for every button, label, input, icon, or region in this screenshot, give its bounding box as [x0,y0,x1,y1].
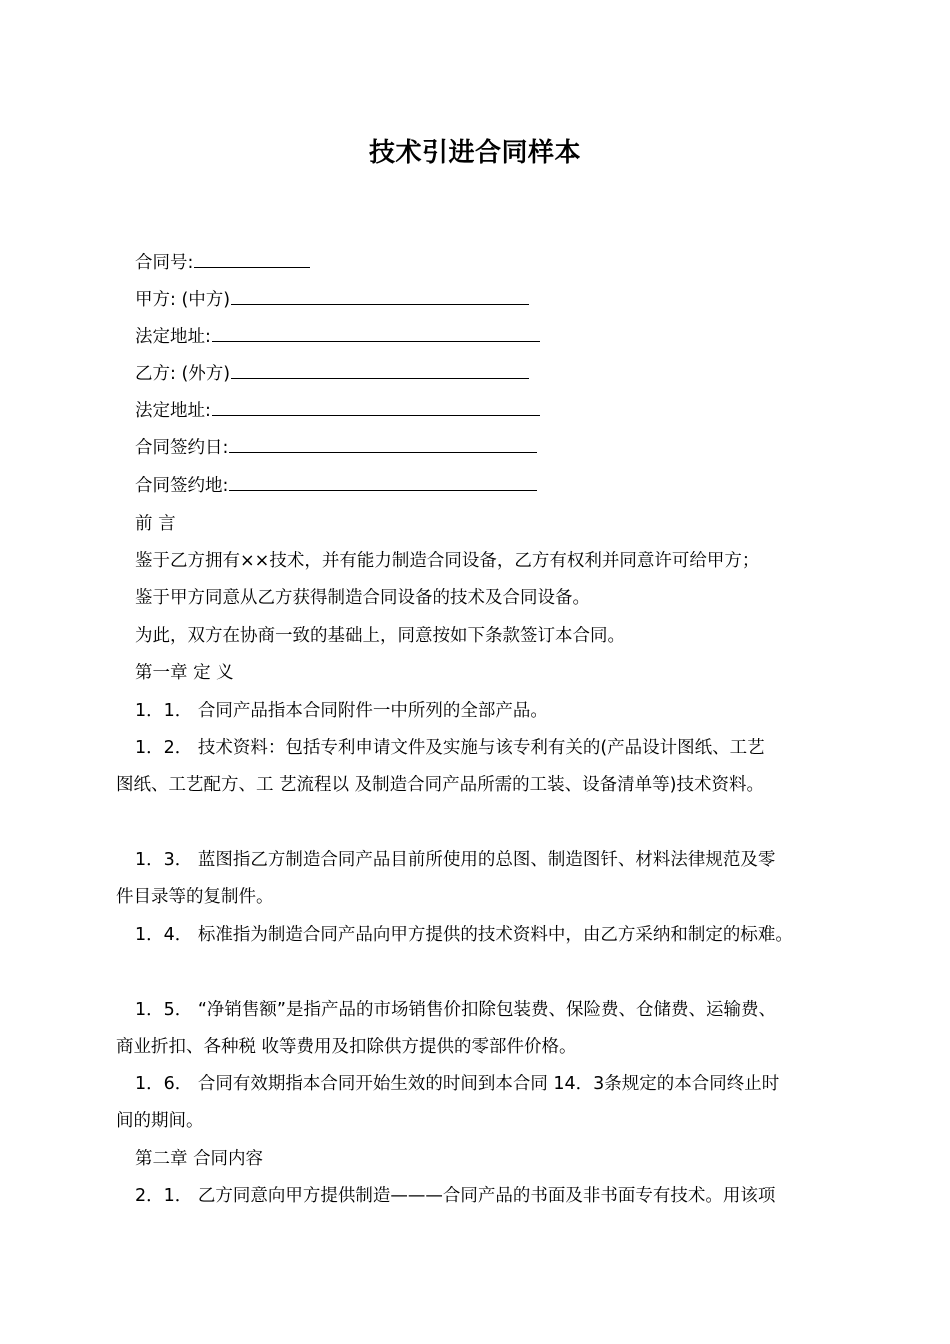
blank-line [229,489,537,491]
preface-paragraph: 为此，双方在协商一致的基础上，同意按如下条款签订本合同。 [135,626,625,646]
party-b-field [135,364,529,385]
clause-line: 1．3． 蓝图指乙方制造合同产品目前所使用的总图、制造图钎、材料法律规范及零 [135,850,776,870]
clause-line: 1．4． 标准指为制造合同产品向甲方提供的技术资料中，由乙方采纳和制定的标难。 [135,925,793,945]
field-label: 合同签约日: [135,438,229,458]
blank-line [229,451,537,453]
document-title: 技术引进合同样本 [368,138,581,168]
party-a-address-field [135,327,540,348]
contract-number-field [135,253,310,274]
party-a-field [135,290,529,311]
blank-line [194,266,310,268]
chapter-heading: 第二章 合同内容 [135,1149,264,1169]
signing-date-field [135,438,537,459]
clause-line: 1．2． 技术资料：包括专利申请文件及实施与该专利有关的(产品设计图纸、工艺 [135,738,765,758]
preface-heading: 前 言 [135,514,176,534]
blank-line [231,303,529,305]
signing-place-field [135,476,537,497]
clause-line: 间的期间。 [116,1111,204,1131]
party-b-address-field [135,401,540,422]
preface-paragraph: 鉴于乙方拥有××技术，并有能力制造合同设备，乙方有权利并同意许可给甲方； [135,551,760,571]
clause-line: 图纸、工艺配方、工 艺流程以 及制造合同产品所需的工装、设备清单等)技术资料。 [116,775,764,795]
field-label: 法定地址: [135,327,211,347]
blank-line [231,377,529,379]
field-label: 合同号: [135,253,194,273]
clause-line: 件目录等的复制件。 [116,887,274,907]
clause-line: 1．5． “净销售额”是指产品的市场销售价扣除包装费、保险费、仓储费、运输费、 [135,1000,776,1020]
field-label: 法定地址: [135,401,211,421]
blank-line [212,340,540,342]
field-label: 乙方: (外方) [135,364,231,384]
clause-line: 2．1． 乙方同意向甲方提供制造———合同产品的书面及非书面专有技术。用该项 [135,1186,776,1206]
preface-paragraph: 鉴于甲方同意从乙方获得制造合同设备的技术及合同设备。 [135,588,590,608]
clause-line: 1．1． 合同产品指本合同附件一中所列的全部产品。 [135,701,548,721]
blank-line [212,414,540,416]
field-label: 甲方: (中方) [135,290,231,310]
clause-line: 1．6． 合同有效期指本合同开始生效的时间到本合同 14．3条规定的本合同终止时 [135,1074,780,1094]
field-label: 合同签约地: [135,476,229,496]
clause-line: 商业折扣、各种税 收等费用及扣除供方提供的零部件价格。 [116,1037,577,1057]
chapter-heading: 第一章 定 义 [135,663,234,683]
